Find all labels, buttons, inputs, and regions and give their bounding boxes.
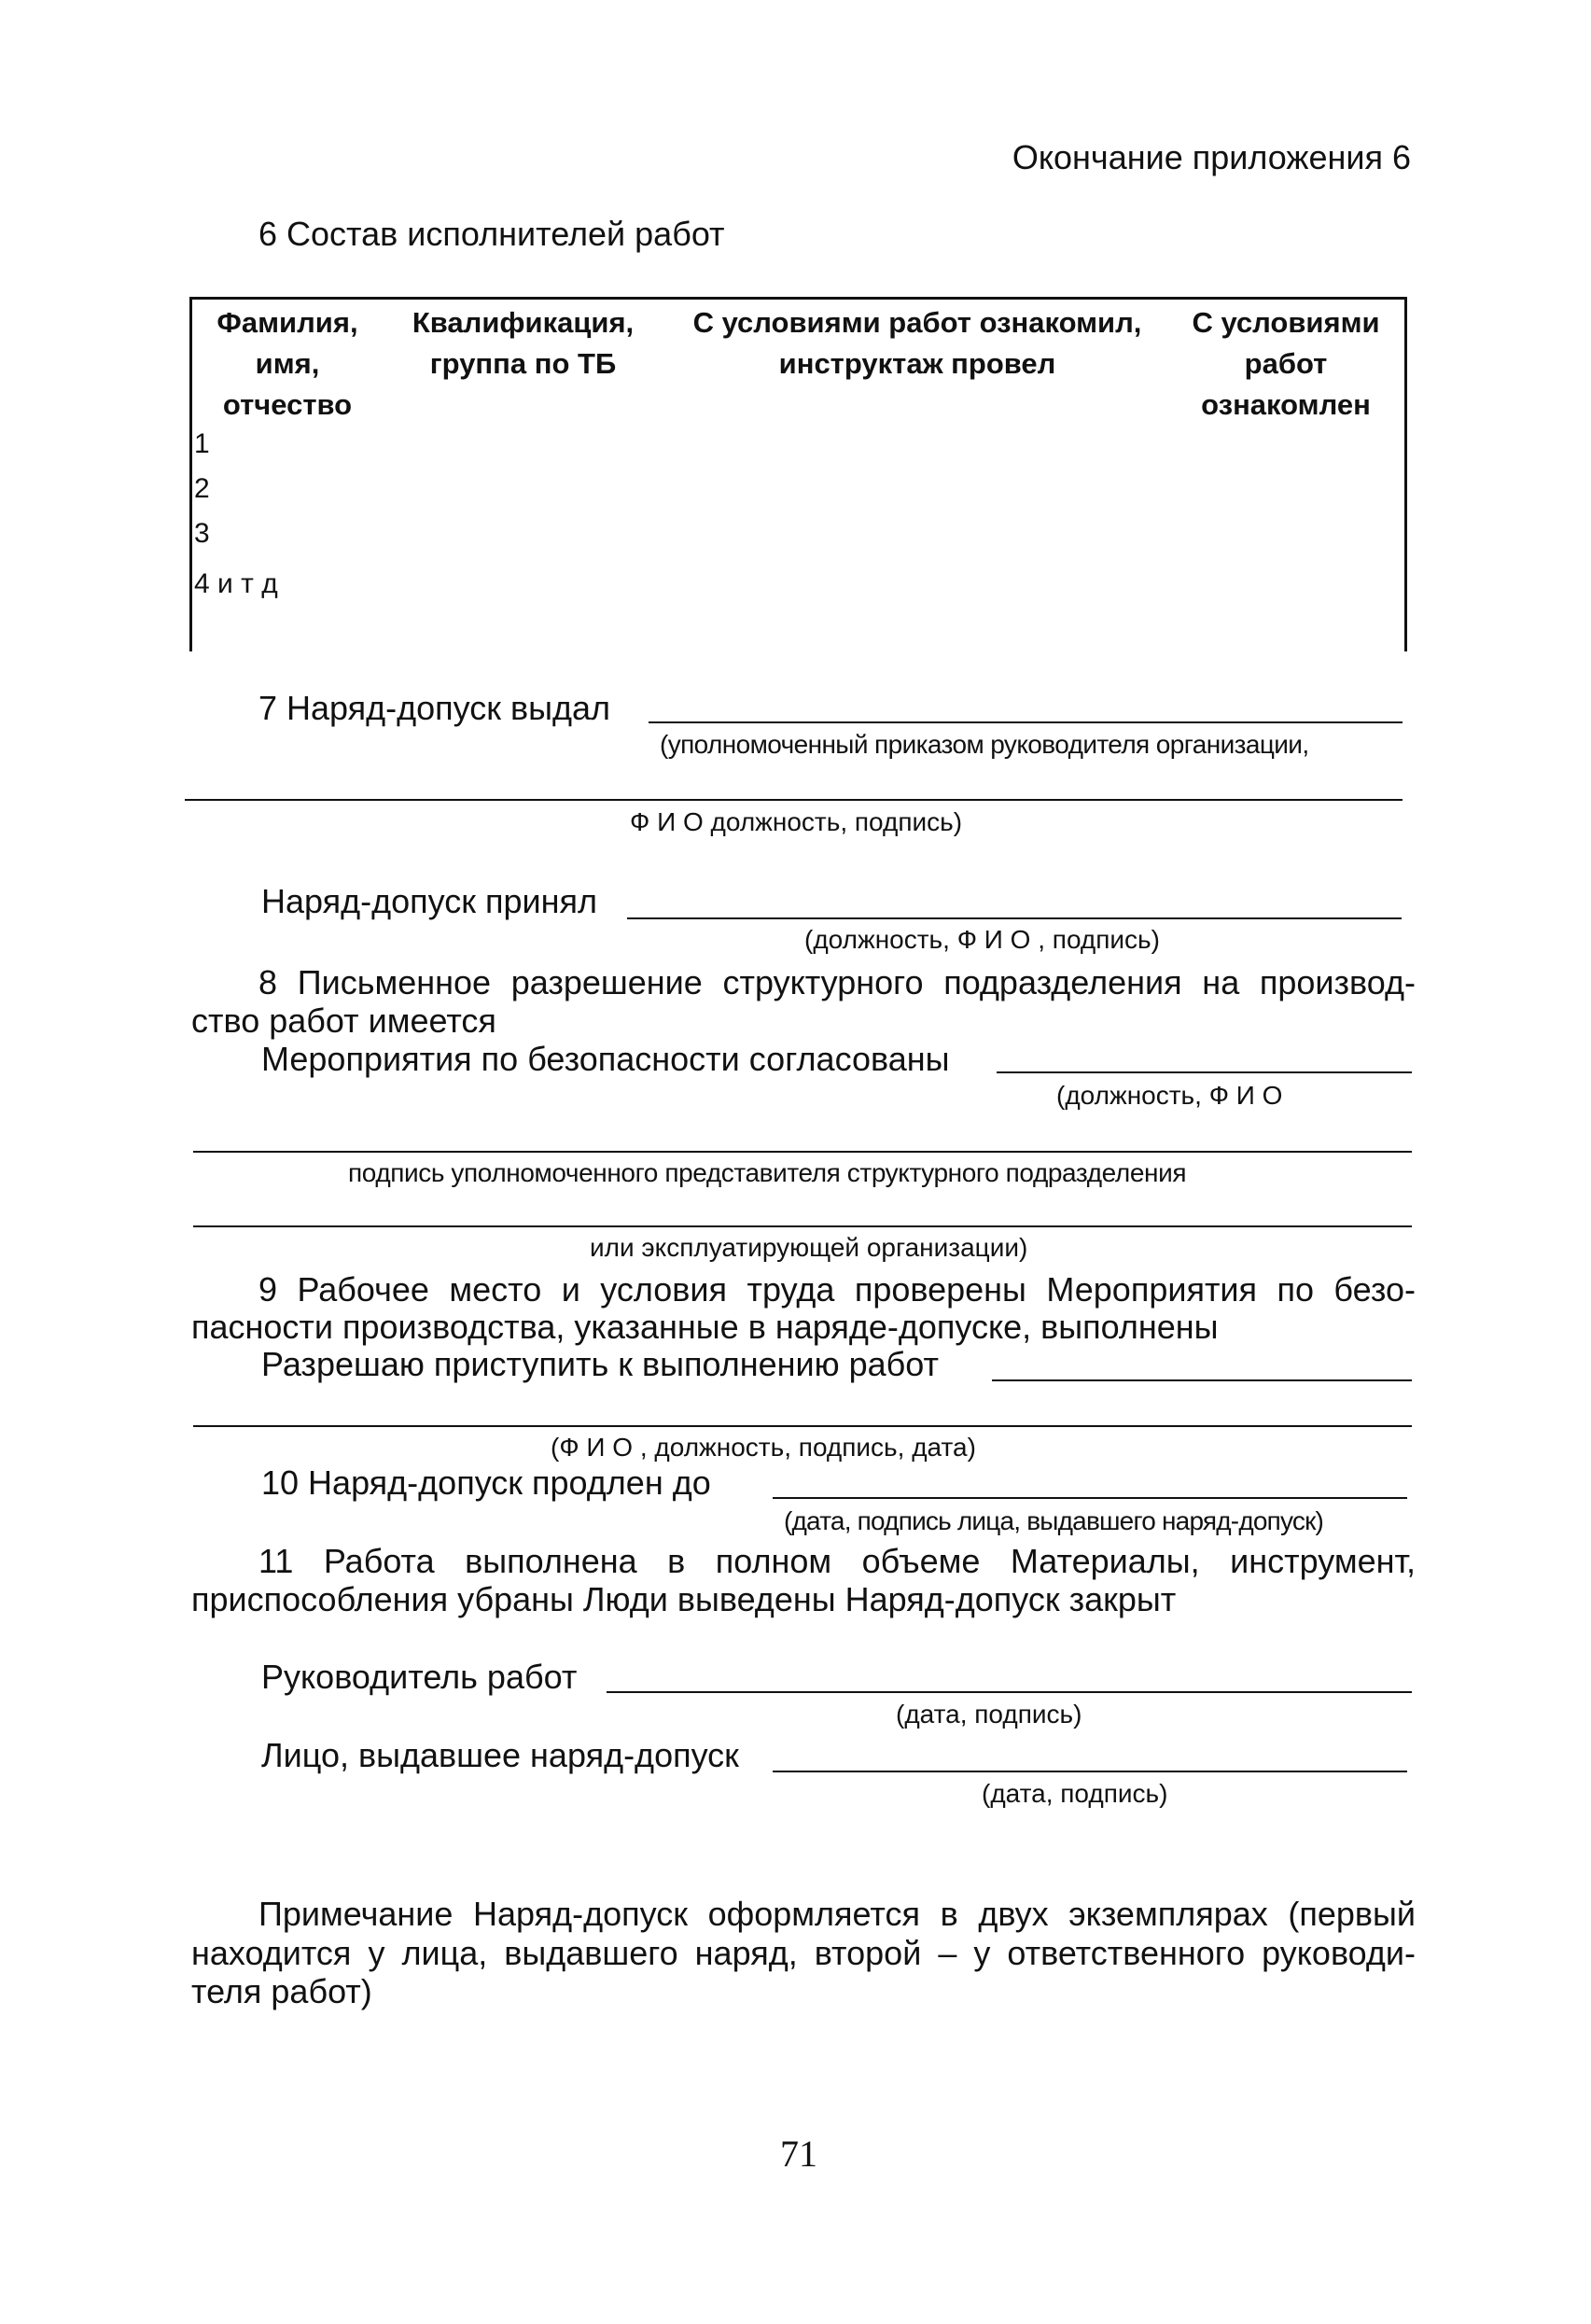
- permit-label: Разрешаю приступить к выполнению работ: [261, 1345, 940, 1383]
- issuer-hint: (дата, подпись): [982, 1779, 1168, 1808]
- section-11-line-2: приспособления убраны Люди выведены Наряд-допуск закрыт: [191, 1580, 1177, 1618]
- issued-label: 7 Наряд-допуск выдал: [258, 689, 611, 727]
- manager-label: Руководитель работ: [261, 1658, 578, 1696]
- table-top-border: [189, 297, 1407, 300]
- agreed-line-2: [193, 1151, 1412, 1153]
- section-8-line-2: ство работ имеется: [191, 1001, 496, 1040]
- extended-label: 10 Наряд-допуск продлен до: [261, 1463, 711, 1502]
- accepted-label: Наряд-допуск принял: [261, 882, 597, 920]
- issued-hint-2: Ф И О должность, подпись): [630, 807, 963, 836]
- extended-hint: (дата, подпись лица, выдавшего наряд-допуск): [784, 1506, 1324, 1535]
- permit-line-2: [193, 1425, 1412, 1427]
- issuer-label: Лицо, выдавшее наряд-допуск: [261, 1736, 739, 1774]
- note-line-3: теля работ): [191, 1972, 372, 2010]
- table-row-4: 4 и т д: [194, 568, 278, 599]
- issued-line-2: [185, 799, 1403, 801]
- table-header-acknowledged: С условиями работ ознакомлен: [1192, 306, 1380, 421]
- extended-signature-line: [773, 1497, 1407, 1499]
- issued-hint-1: (уполномоченный приказом руководителя организации,: [660, 730, 1309, 759]
- note-line-1: Примечание Наряд-допуск оформляется в двух экземплярах (первый: [258, 1895, 1416, 1933]
- table-row-2: 2: [194, 473, 210, 504]
- issued-signature-line: [649, 721, 1403, 723]
- appendix-header: Окончание приложения 6: [1012, 138, 1411, 176]
- agreed-hint-2: подпись уполномоченного представителя структурного подразделения: [348, 1158, 1187, 1187]
- agreed-line-3: [193, 1225, 1412, 1227]
- section-9-line-2: пасности производства, указанные в наряде-допуске, выполнены: [191, 1308, 1219, 1346]
- performers-table: [189, 297, 1407, 651]
- note-line-2: находится у лица, выдавшего наряд, второй – у ответственного руководи-: [191, 1934, 1416, 1972]
- table-header-instructed: С условиями работ ознакомил, инструктаж провел: [692, 306, 1142, 380]
- table-header-name: Фамилия, имя, отчество: [216, 306, 358, 421]
- table-left-border: [189, 297, 192, 651]
- table-right-border: [1404, 297, 1407, 651]
- manager-signature-line: [607, 1691, 1412, 1693]
- section-8-line-1: 8 Письменное разрешение структурного подразделения на производ-: [258, 963, 1416, 1001]
- agreed-label: Мероприятия по безопасности согласованы: [261, 1040, 950, 1078]
- permit-hint: (Ф И О , должность, подпись, дата): [551, 1433, 976, 1462]
- permit-signature-line: [992, 1379, 1412, 1381]
- accepted-signature-line: [627, 917, 1402, 919]
- section-11-line-1: 11 Работа выполнена в полном объеме Материалы, инструмент,: [258, 1542, 1416, 1580]
- manager-hint: (дата, подпись): [896, 1700, 1082, 1729]
- table-header-qualification: Квалификация, группа по ТБ: [412, 306, 635, 380]
- table-row-3: 3: [194, 518, 210, 549]
- table-row-1: 1: [194, 428, 210, 459]
- issuer-signature-line: [773, 1771, 1407, 1772]
- section-9-line-1: 9 Рабочее место и условия труда проверены Мероприятия по безо-: [258, 1270, 1416, 1309]
- agreed-signature-line: [997, 1071, 1412, 1073]
- section-6-title: 6 Состав исполнителей работ: [258, 215, 725, 253]
- agreed-hint-1: (должность, Ф И О: [1056, 1081, 1283, 1110]
- agreed-hint-3: или эксплуатирующей организации): [590, 1233, 1028, 1262]
- accepted-hint: (должность, Ф И О , подпись): [804, 925, 1160, 954]
- page-number: 71: [780, 2133, 817, 2175]
